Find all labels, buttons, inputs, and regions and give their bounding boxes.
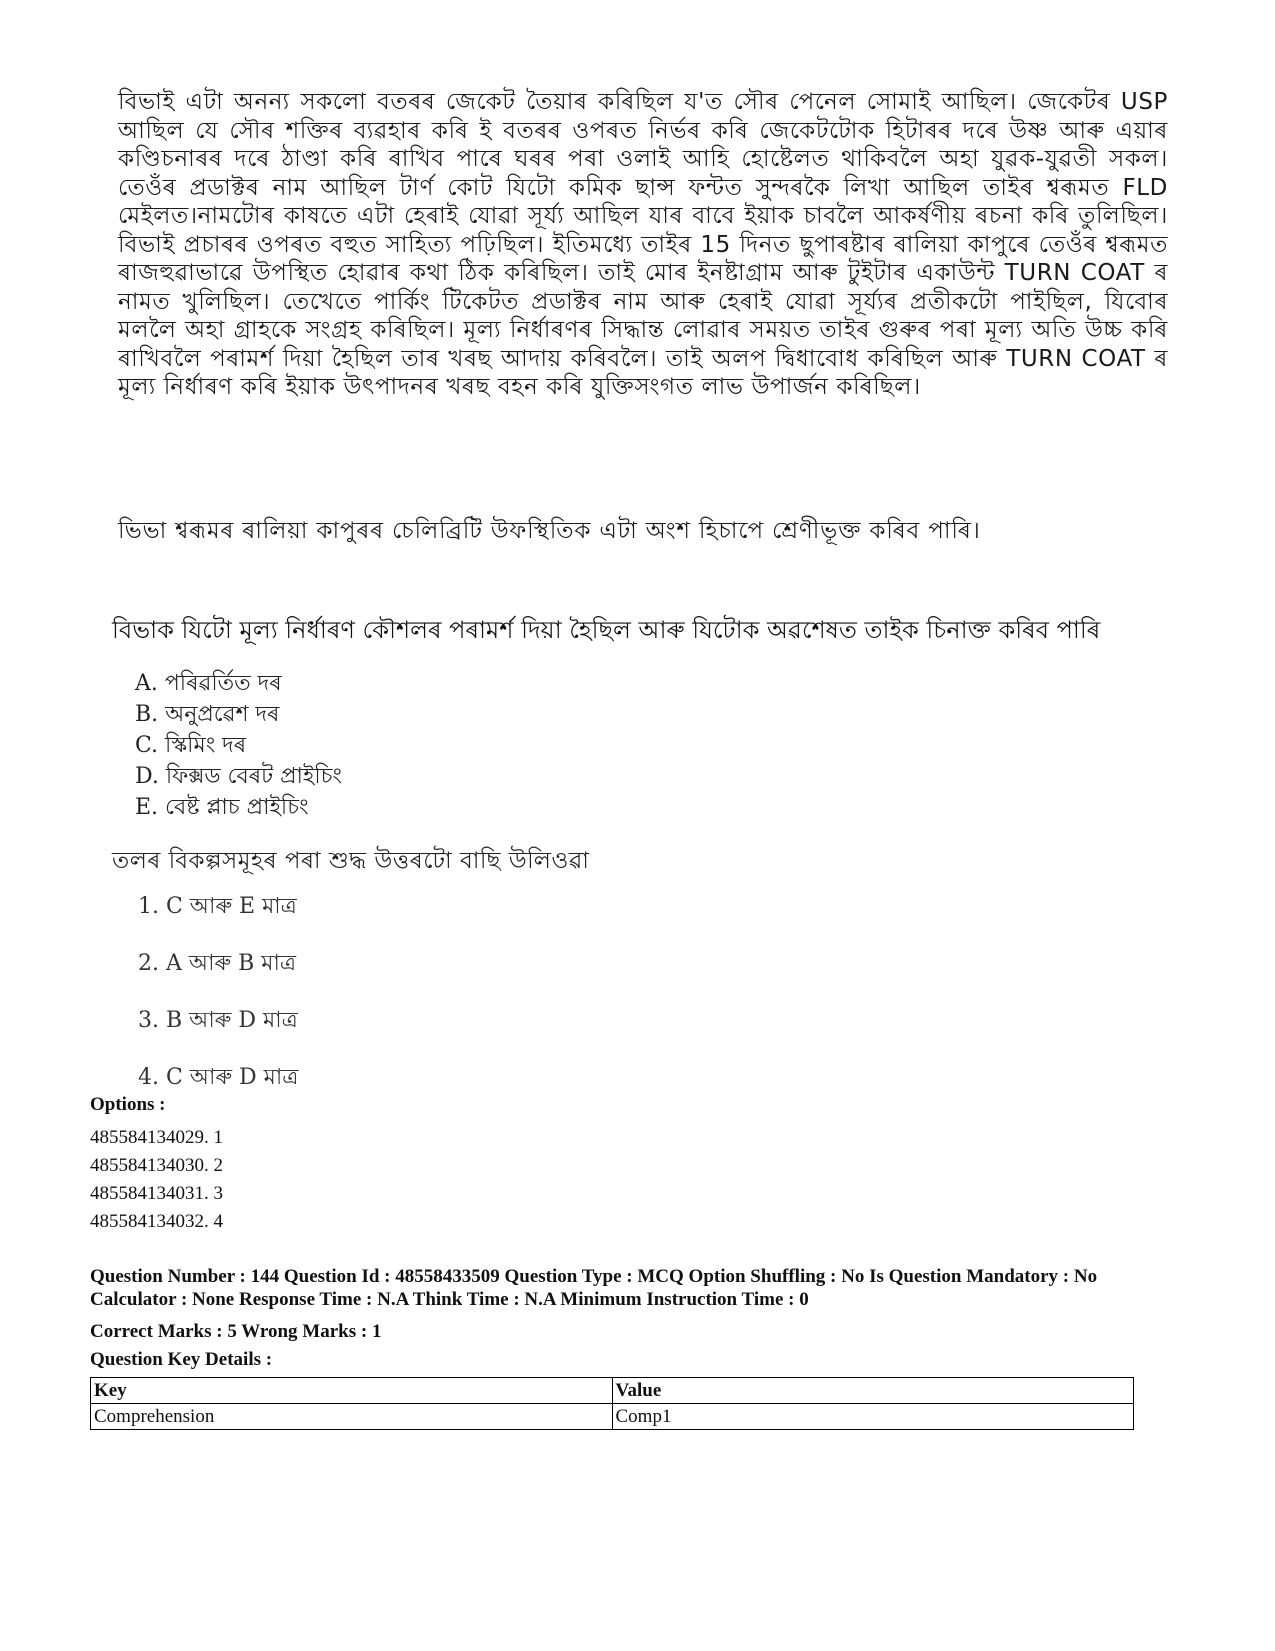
table-header-key: Key [91, 1378, 613, 1404]
table-row [91, 1404, 1134, 1430]
option-id-list [90, 1124, 223, 1236]
table-header-row [91, 1378, 1134, 1404]
answer-list [138, 892, 298, 1120]
key-details-table [90, 1377, 1134, 1430]
answer-item: 4. C আৰু D মাত্ৰ [138, 1065, 299, 1090]
option-id-item: 485584134032. 4 [90, 1211, 223, 1232]
option-id-item: 485584134029. 1 [90, 1127, 223, 1148]
marks-line: Correct Marks : 5 Wrong Marks : 1 [90, 1321, 382, 1342]
passage-text: বিভাই এটা অনন্য সকলো বতৰৰ জেকেট তৈয়াৰ কৰিছিল য'ত সৌৰ পেনেল সোমাই আছিল। জেকেটৰ USP আছিল যে সৌৰ শক্তিৰ ব্যৱহাৰ কৰি ই বতৰৰ ওপৰত নিৰ্ভৰ কৰি জেকেটটোক হিটাৰৰ দৰে উষ্ণ আৰু এয়াৰ কণ্ডিচনাৰৰ দৰে ঠাণ্ডা কৰি ৰাখিব পাৰে ঘৰৰ পৰা ওলাই আহি হোষ্টেলত থাকিবলৈ অহা যুৱক-যুৱতী সকল। তেওঁৰ প্ৰডাক্টৰ নাম আছিল টাৰ্ণ কোট যিটো কমিক ছান্স ফন্টত সুন্দৰকৈ লিখা আছিল তাইৰ শ্বৰূমত FLD মেইলত।নামটোৰ কাষতে এটা হেৰাই যোৱা সূৰ্য্য আছিল যাৰ বাবে ইয়াক চাবলৈ আকৰ্ষণীয় ৰচনা কৰি তুলিছিল। বিভাই প্ৰচাৰৰ ওপৰত বহুত সাহিত্য পঢ়িছিল। ইতিমধ্যে তাইৰ 15 দিনত ছুপাৰষ্টাৰ ৰালিয়া কাপুৰে তেওঁৰ শ্বৰূমত ৰাজহুৱাভাৱে উপস্থিত হোৱাৰ কথা ঠিক কৰিছিল। তাই মোৰ ইনষ্টাগ্ৰাম আৰু টুইটাৰ একাউন্ট TURN COAT ৰ নামত খুলিছিল। তেখেতে পাৰ্কিং টিকেটত প্ৰডাক্টৰ নাম আৰু হেৰাই যোৱা সূৰ্য্যৰ প্ৰতীকটো পাইছিল, যিবোৰ মললৈ অহা গ্ৰাহকে সংগ্ৰহ কৰিছিল। মূল্য নিৰ্ধাৰণৰ সিদ্ধান্ত লোৱাৰ সময়ত তাইৰ গুৰুৰ পৰা মূল্য অতি উচ্চ কৰি ৰাখিবলৈ পৰামৰ্শ দিয়া হৈছিল তাৰ খৰছ আদায় কৰিবলৈ। তাই অলপ দ্বিধাবোধ কৰিছিল আৰু TURN COAT ৰ মূল্য নিৰ্ধাৰণ কৰি ইয়াক উৎপাদনৰ খৰছ বহন কৰি যুক্তিসংগত লাভ উপাৰ্জন কৰিছিল। [118, 89, 1168, 400]
table-cell-key: Comprehension [91, 1404, 613, 1430]
question-text: বিভাক যিটো মূল্য নিৰ্ধাৰণ কৌশলৰ পৰামৰ্শ দিয়া হৈছিল আৰু যিটোক অৱশেষত তাইক চিনাক্ত কৰিব পাৰি [112, 616, 1101, 644]
choice-item: B. অনুপ্ৰৱেশ দৰ [135, 702, 280, 727]
answer-item: 1. C আৰু E মাত্ৰ [138, 894, 297, 919]
question-meta: Question Number : 144 Question Id : 48558433509 Question Type : MCQ Option Shuffling : No Is Question Mandatory : No Calculator : None Response Time : N.A Think Time : N.A Minimum Instruction Time : 0 [90, 1266, 1098, 1310]
statement-text: ভিভা শ্বৰূমৰ ৰালিয়া কাপুৰৰ চেলিব্ৰিটি উফস্থিতিক এটা অংশ হিচাপে শ্ৰেণীভূক্ত কৰিব পাৰি। [118, 518, 981, 544]
option-id-item: 485584134031. 3 [90, 1183, 223, 1204]
table-cell-value: Comp1 [612, 1404, 1134, 1430]
answer-item: 2. A আৰু B মাত্ৰ [138, 951, 297, 976]
table-header-value: Value [612, 1378, 1134, 1404]
choice-item: D. ফিক্সড বেৰট প্ৰাইচিং [135, 764, 342, 789]
answer-item: 3. B আৰু D মাত্ৰ [138, 1008, 298, 1033]
choice-item: E. বেষ্ট প্লাচ প্ৰাইচিং [135, 795, 309, 820]
key-details-heading: Question Key Details : [90, 1349, 273, 1370]
option-id-item: 485584134030. 2 [90, 1155, 223, 1176]
instruction-text: তলৰ বিকল্পসমূহৰ পৰা শুদ্ধ উত্তৰটো বাছি উলিওৱা [112, 848, 590, 874]
choice-item: A. পৰিৱৰ্তিত দৰ [135, 671, 282, 696]
choice-list [135, 668, 342, 823]
choice-item: C. স্কিমিং দৰ [135, 733, 247, 758]
options-heading: Options : [90, 1094, 166, 1115]
